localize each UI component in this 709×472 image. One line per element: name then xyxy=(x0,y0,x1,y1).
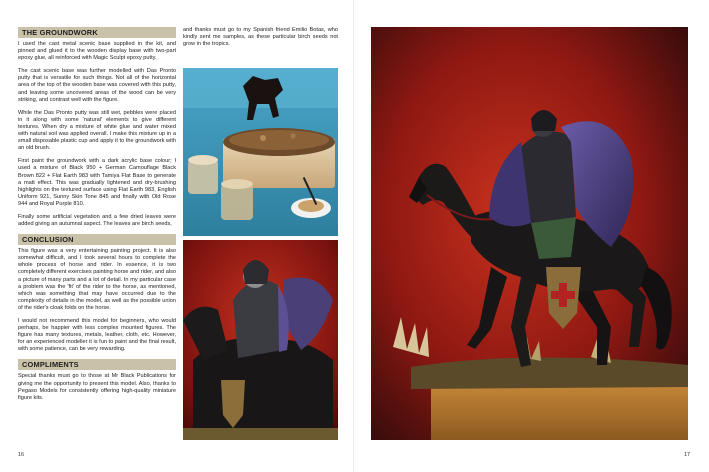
right-page-number: 17 xyxy=(684,452,691,458)
left-text-column xyxy=(18,27,176,408)
groundwork-photo xyxy=(183,68,338,236)
groundwork-paragraph-2: The cast scenic base was further modelled with Das Pronto putty that is versatile for such things. Not all of the horizontal area of the top of the wooden base was covered with this putty, and leaving some uncovered areas of the wood can be very striking, and contrast well with the figure. xyxy=(18,68,176,103)
groundwork-paragraph-4: First paint the groundwork with a dark acrylic base colour; I used a mixture of Black 950 + German Camouflage Black Brown 822 + Flat Earth 983 with Tamiya Flat Base to generate a matt effect. This was gradually lightened and dry-brushing highlights on the textured surface using Flat Earth 983, English Uniform 921, Sunny Skin Tone 845 and finally with Old Rose 944 and Royal Purple 810. xyxy=(18,158,176,207)
groundwork-paragraph-3: While the Das Pronto putty was still wet, pebbles were placed in it along with some 'natural' elements to give different textures. When dry a mixture of white glue and water mixed with natural soil was applied overall. I make this mixture up in a small disposable plastic cup and apply it to the groundwork with an old brush. xyxy=(18,109,176,152)
conclusion-heading: CONCLUSION xyxy=(18,234,176,245)
left-page xyxy=(0,0,354,472)
compliments-paragraph-1: Special thanks must go to those at Mr Black Publications for giving me the opportunity to present this model. Also, thanks to Pegaso Models for consistently offering high-quality miniature figure kits. xyxy=(18,373,176,401)
groundwork-heading: THE GROUNDWORK xyxy=(18,27,176,38)
right-page xyxy=(354,0,709,472)
compliments-heading: COMPLIMENTS xyxy=(18,359,176,370)
left-page-number: 16 xyxy=(18,452,25,458)
rider-photo xyxy=(183,240,338,440)
groundwork-paragraph-1: I used the cast metal scenic base supplied in the kit, and pinned and glued it to the wooden display base with two-part epoxy glue, all reinforced with Magic Sculpt epoxy putty. xyxy=(18,41,176,62)
conclusion-paragraph-1: This figure was a very entertaining painting project. It is also somewhat difficult, and I took several hours to complete the whole process of horse and rider. In essence, it is two completely different exercises painting horse and rider, and also a picture of many parts and a lot of detail. In my particular case a problem was the 'fit' of the rider to the horse, as mentioned, which was something that may have occurred due to the complexity of details in the model, as well as the possible union of the rider's cloak folds on the horse. xyxy=(18,248,176,311)
conclusion-paragraph-2: I would not recommend this model for beginners, who would perhaps, be happier with less complex mounted figures. The figure has many textures, metals, leather, cloth, etc. However, for an experienced modeller it is fun to paint and the final result, with some patience, can be very rewarding. xyxy=(18,318,176,353)
continued-text-column xyxy=(183,27,338,54)
continued-paragraph: and thanks must go to my Spanish friend Emilio Botas, who kindly sent me samples, as these particular birch seeds not grow in the tropics. xyxy=(183,27,338,48)
main-figure-photo xyxy=(371,27,688,440)
groundwork-paragraph-5: Finally some artificial vegetation and a few dried leaves were added giving an autumnal aspect. The leaves are birch seeds, xyxy=(18,213,176,228)
